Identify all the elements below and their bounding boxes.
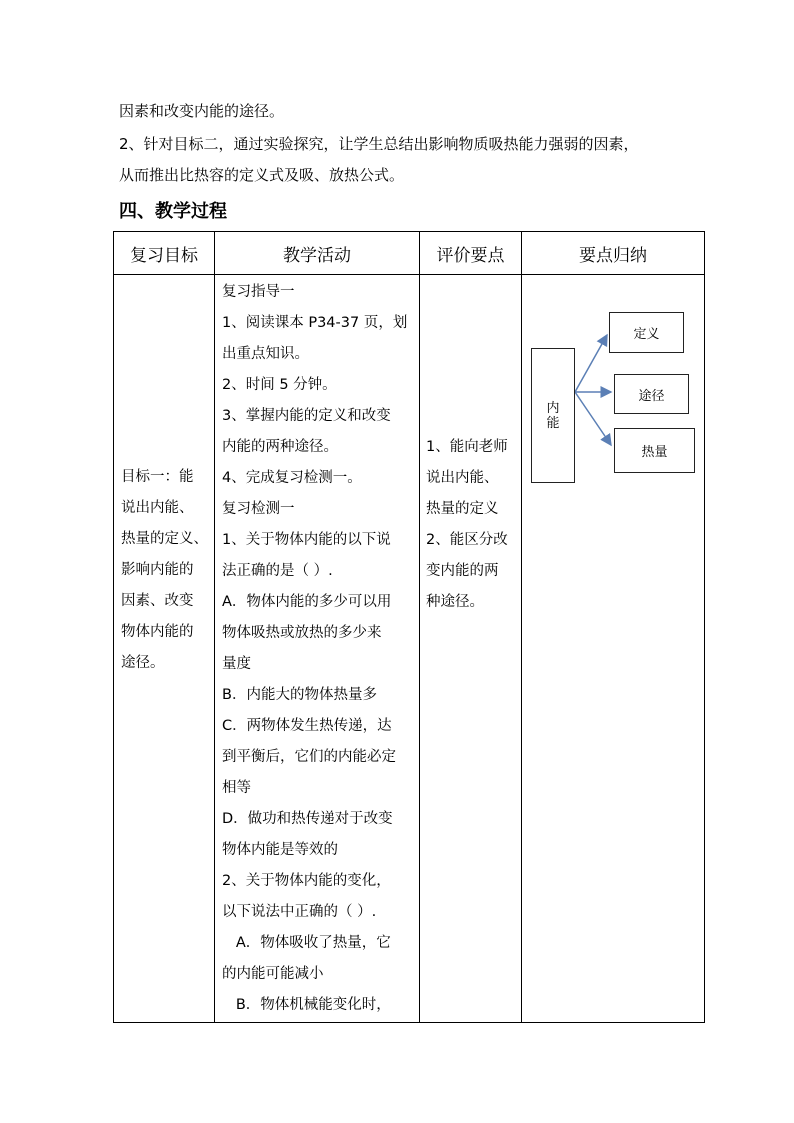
eval-line: 变内能的两 (426, 563, 499, 579)
activity-line: 的内能可能减小 (222, 966, 324, 982)
goal-line: 物体内能的 (121, 624, 194, 640)
activity-line: 出重点知识。 (222, 346, 309, 362)
activity-line: 3、掌握内能的定义和改变 (222, 408, 391, 424)
activity-line: 物体吸热或放热的多少来 (222, 625, 382, 641)
activity-line: B．物体机械能变化时， (222, 997, 391, 1013)
goal-line: 说出内能、 (121, 500, 194, 516)
activity-line: 物体内能是等效的 (222, 842, 338, 858)
intro-line-2: 2、针对目标二，通过实验探究，让学生总结出影响物质吸热能力强弱的因素， (119, 135, 639, 153)
section-heading: 四、教学过程 (119, 201, 227, 222)
goal-cell (114, 275, 215, 1023)
main-box-char-2: 能 (546, 415, 560, 431)
concept-diagram (522, 275, 704, 1020)
evaluation-cell (420, 275, 522, 1023)
activity-line: 法正确的是（ ）. (222, 563, 333, 579)
header-evaluation-points: 评价要点 (420, 232, 522, 275)
goal-line: 热量的定义、 (121, 531, 208, 547)
activity-line: B．内能大的物体热量多 (222, 687, 377, 703)
activity-line: 复习检测一 (222, 501, 295, 517)
eval-line: 1、能向老师 (426, 439, 508, 455)
goal-line: 因素、改变 (121, 593, 194, 609)
heat-box: 热量 (614, 428, 695, 473)
table-header-row (114, 232, 705, 275)
activity-line: D．做功和热传递对于改变 (222, 811, 393, 827)
goal-line: 影响内能的 (121, 562, 194, 578)
activity-line: 2、时间 5 分钟。 (222, 377, 337, 393)
definition-box: 定义 (609, 312, 684, 353)
activity-line: 相等 (222, 780, 251, 796)
activity-line: 到平衡后，它们的内能必定 (222, 749, 396, 765)
activity-line: 复习指导一 (222, 284, 295, 300)
header-key-summary: 要点归纳 (522, 232, 705, 275)
activity-line: 2、关于物体内能的变化， (222, 873, 391, 889)
teaching-process-table (113, 231, 705, 1023)
activity-line: 1、阅读课本 P34-37 页，划 (222, 315, 408, 331)
eval-line: 种途径。 (426, 594, 484, 610)
summary-cell (522, 275, 705, 1023)
intro-line-3: 从而推出比热容的定义式及吸、放热公式。 (119, 166, 405, 184)
pathway-box: 途径 (614, 374, 689, 414)
activity-line: 内能的两种途径。 (222, 439, 338, 455)
goal-line: 途径。 (121, 655, 165, 671)
activity-line: 4、完成复习检测一。 (222, 470, 362, 486)
activity-line: 以下说法中正确的（ ）. (222, 904, 377, 920)
intro-line-1: 因素和改变内能的途径。 (119, 102, 285, 120)
table-row (114, 275, 705, 1023)
eval-line: 热量的定义 (426, 501, 499, 517)
activity-line: A．物体内能的多少可以用 (222, 594, 392, 610)
header-teaching-activity: 教学活动 (215, 232, 420, 275)
arrow-to-definition (575, 335, 607, 392)
internal-energy-box (531, 348, 575, 483)
activity-line: A．物体吸收了热量，它 (222, 935, 391, 951)
activity-line: C．两物体发生热传递，达 (222, 718, 392, 734)
arrow-to-heat (575, 392, 611, 445)
eval-line: 2、能区分改 (426, 532, 508, 548)
main-box-char-1: 内 (546, 400, 560, 416)
header-review-goal: 复习目标 (114, 232, 215, 275)
activity-line: 量度 (222, 656, 251, 672)
goal-line: 目标一：能 (121, 469, 194, 485)
activity-line: 1、关于物体内能的以下说 (222, 532, 391, 548)
activity-cell (215, 275, 420, 1023)
eval-line: 说出内能、 (426, 470, 499, 486)
